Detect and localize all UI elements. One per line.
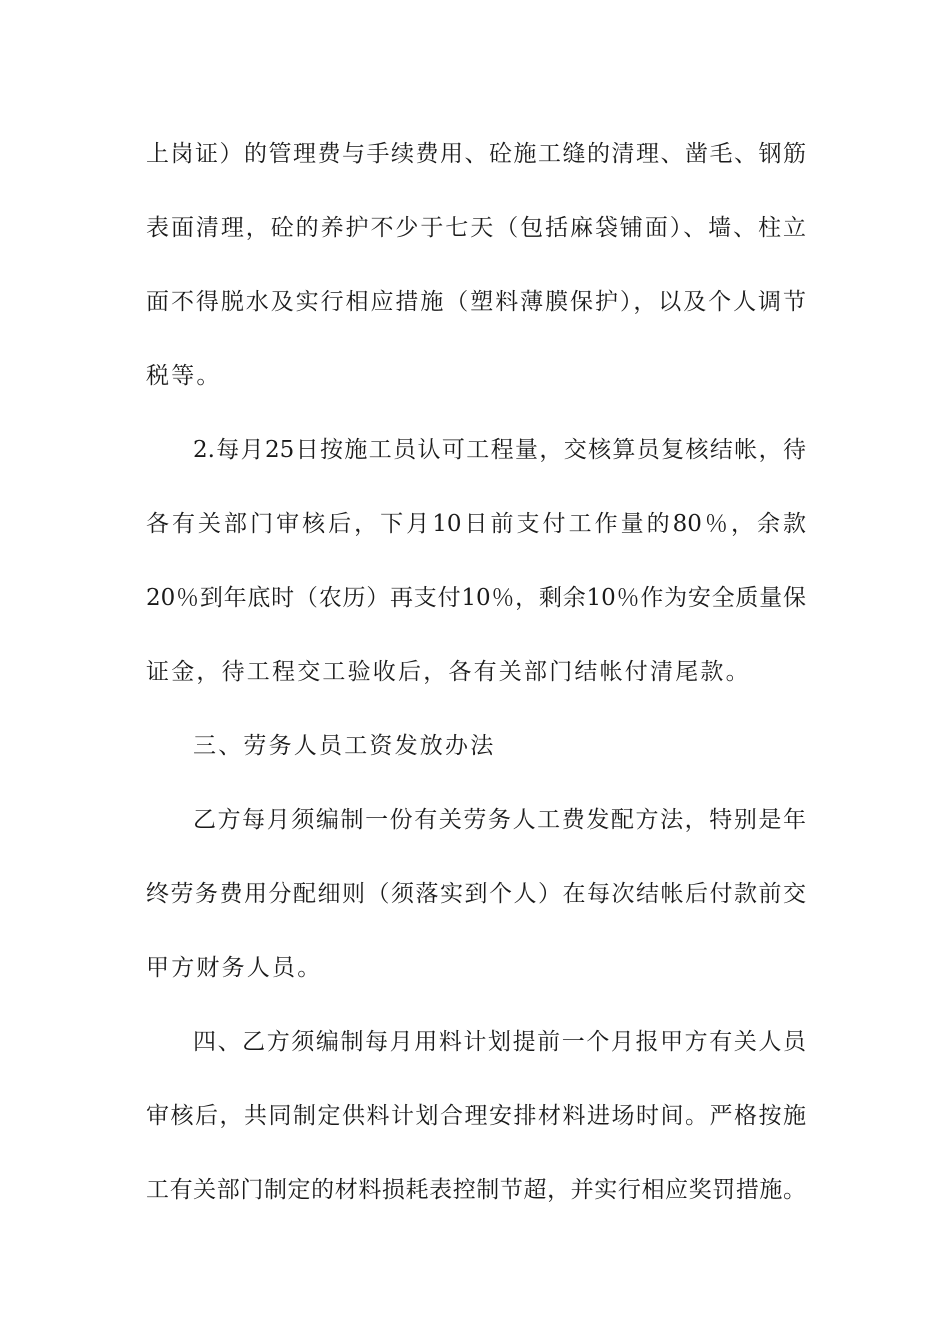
body-text-line: 审核后，共同制定供料计划合理安排材料进场时间。严格按施 [146,1103,806,1129]
body-text-line: 20％到年底时（农历）再支付10％，剩余10％作为安全质量保 [146,585,806,611]
body-text-line: 证金，待工程交工验收后，各有关部门结帐付清尾款。 [146,659,751,685]
body-text-line: 上岗证）的管理费与手续费用、砼施工缝的清理、凿毛、钢筋 [146,141,806,167]
body-text-line: 各有关部门审核后，下月10日前支付工作量的80％，余款 [146,511,806,537]
paragraph-start: 乙方每月须编制一份有关劳务人工费发配方法，特别是年 [193,807,806,833]
body-text-line: 工有关部门制定的材料损耗表控制节超，并实行相应奖罚措施。 [146,1177,806,1203]
body-text-line: 甲方财务人员。 [146,955,323,981]
paragraph-item-2-start: 2.每月25日按施工员认可工程量，交核算员复核结帐，待 [193,437,806,463]
body-text-line: 面不得脱水及实行相应措施（塑料薄膜保护），以及个人调节 [146,289,806,315]
section-heading: 三、劳务人员工资发放办法 [193,733,496,759]
body-text-line: 表面清理，砼的养护不少于七天（包括麻袋铺面）、墙、柱立 [146,215,806,241]
body-text-line: 终劳务费用分配细则（须落实到个人）在每次结帐后付款前交 [146,881,806,907]
section-four-start: 四、乙方须编制每月用料计划提前一个月报甲方有关人员 [193,1029,806,1055]
body-text-line: 税等。 [146,363,222,389]
